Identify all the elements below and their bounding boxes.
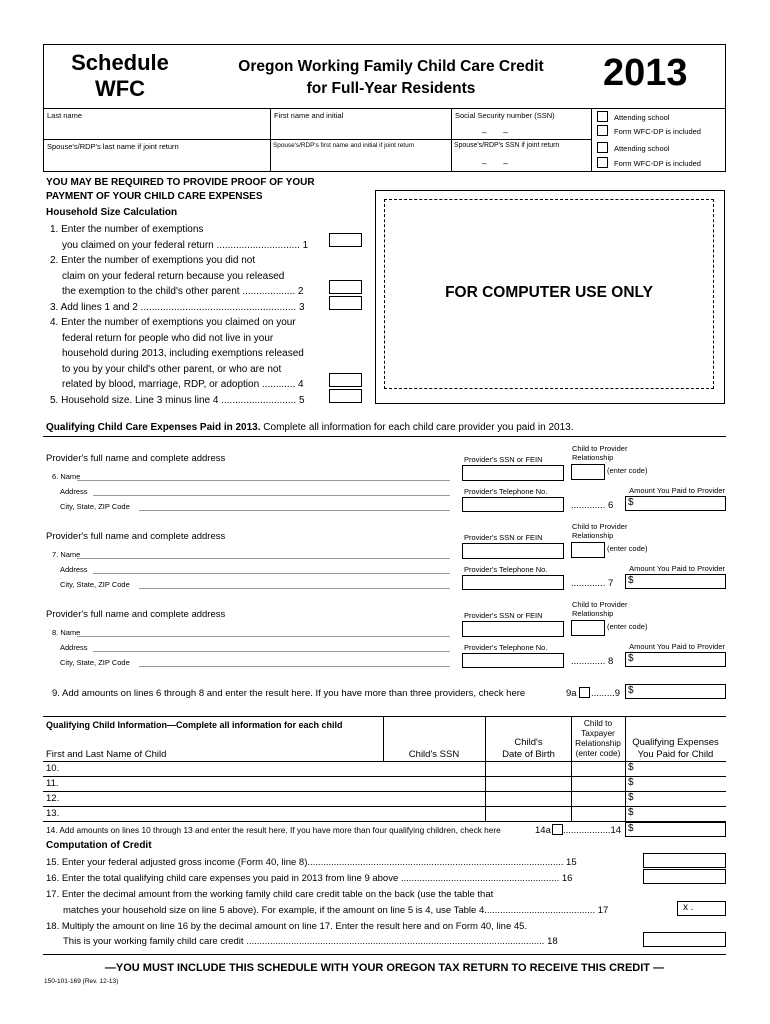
provider-amount-box[interactable] bbox=[625, 574, 726, 589]
household-line5: 5. Household size. Line 3 minus line 4 ........................... 5 bbox=[50, 394, 305, 406]
col-exp-line1: Qualifying Expenses bbox=[632, 737, 719, 748]
provider-ssn-label: Provider's SSN or FEIN bbox=[464, 611, 543, 620]
grid-line bbox=[451, 108, 452, 171]
col-child-dob bbox=[486, 737, 571, 761]
provider-enter-code: (enter code) bbox=[607, 622, 648, 631]
proof-notice bbox=[46, 176, 315, 204]
provider-ssn-label: Provider's SSN or FEIN bbox=[464, 533, 543, 542]
provider-ssn-label: Provider's SSN or FEIN bbox=[464, 455, 543, 464]
col-rel-line1: Child to bbox=[583, 718, 613, 728]
provider-amount-box[interactable] bbox=[625, 496, 726, 511]
household-line4d: to you by your child's other parent, or who are not bbox=[62, 363, 282, 375]
provider-ssn-input[interactable] bbox=[462, 543, 564, 559]
child-name-input[interactable] bbox=[64, 807, 380, 820]
spouse-form-wfcdp-label: Form WFC-DP is included bbox=[614, 159, 701, 168]
provider-address-label: Address bbox=[60, 487, 88, 496]
line17-prefix: x . bbox=[683, 902, 694, 913]
col-child-name: First and Last Name of Child bbox=[46, 749, 167, 760]
first-name-label: First name and initial bbox=[274, 111, 344, 120]
table-col-line bbox=[383, 716, 384, 761]
proof-line1: YOU MAY BE REQUIRED TO PROVIDE PROOF OF YOUR bbox=[46, 177, 315, 188]
provider-relationship-label2: Relationship bbox=[572, 453, 614, 462]
provider-address-label: Address bbox=[60, 565, 88, 574]
schedule-line2: WFC bbox=[94, 76, 146, 101]
provider-amount-label: Amount You Paid to Provider bbox=[629, 564, 725, 573]
provider-full-name-label: Provider's full name and complete address bbox=[46, 609, 226, 620]
line9-text: 9. Add amounts on lines 6 through 8 and enter the result here. If you have more than three providers, check here bbox=[52, 688, 526, 699]
provider-city-line bbox=[139, 588, 450, 589]
child-expense-dollar: $ bbox=[628, 792, 634, 803]
spouse-ssn-label: Spouse's/RDP's SSN if joint return bbox=[454, 142, 560, 149]
provider-ssn-input[interactable] bbox=[462, 465, 564, 481]
table-col-line bbox=[625, 716, 626, 837]
provider-phone-label: Provider's Telephone No. bbox=[464, 565, 548, 574]
col-rel-line2: Taxpayer bbox=[581, 728, 615, 738]
attending-school-checkbox[interactable] bbox=[597, 111, 608, 122]
line17a-text: 17. Enter the decimal amount from the working family child care credit table on the back (use the table that bbox=[46, 889, 494, 900]
providers-heading-rest: Complete all information for each child care provider you paid in 2013. bbox=[260, 422, 574, 433]
child-row-number: 10. bbox=[46, 763, 60, 774]
line9a-checkbox[interactable] bbox=[579, 687, 590, 698]
form-wfcdp-checkbox[interactable] bbox=[597, 125, 608, 136]
spouse-attending-school-checkbox[interactable] bbox=[597, 142, 608, 153]
line14-amount-box[interactable] bbox=[625, 822, 726, 837]
line14a-checkbox[interactable] bbox=[552, 824, 563, 835]
table-col-line bbox=[571, 716, 572, 821]
provider-relationship-label2: Relationship bbox=[572, 609, 614, 618]
grid-line bbox=[43, 108, 726, 109]
table-header-rule bbox=[43, 761, 726, 762]
line3-input[interactable] bbox=[329, 296, 362, 310]
provider-phone-label: Provider's Telephone No. bbox=[464, 643, 548, 652]
schedule-line1: Schedule bbox=[71, 50, 169, 75]
child-expense-dollar: $ bbox=[628, 762, 634, 773]
household-line4c: household during 2013, including exemptions released bbox=[62, 348, 304, 359]
spouse-attending-school-label: Attending school bbox=[614, 144, 670, 153]
provider-city-label: City, State, ZIP Code bbox=[60, 502, 130, 511]
provider-relationship-label1: Child to Provider bbox=[572, 600, 628, 609]
form-title bbox=[196, 56, 586, 100]
household-line3: 3. Add lines 1 and 2 ........................................................ 3 bbox=[50, 301, 305, 313]
line4-input[interactable] bbox=[329, 373, 362, 387]
col-rel-line3: Relationship bbox=[575, 738, 621, 748]
line14-ref: ..................14 bbox=[563, 825, 622, 836]
provider-dollar: $ bbox=[628, 575, 634, 586]
provider-city-label: City, State, ZIP Code bbox=[60, 658, 130, 667]
col-child-expenses bbox=[625, 737, 726, 761]
col-child-relationship bbox=[571, 718, 625, 758]
provider-address-label: Address bbox=[60, 643, 88, 652]
ssn-label: Social Security number (SSN) bbox=[455, 111, 555, 120]
col-rel-line4: (enter code) bbox=[575, 748, 621, 758]
provider-relationship-label2: Relationship bbox=[572, 531, 614, 540]
provider-name-label: 6. Name bbox=[52, 472, 81, 481]
provider-relationship-label1: Child to Provider bbox=[572, 444, 628, 453]
spouse-first-name-label: Spouse's/RDP's first name and initial if joint return bbox=[273, 142, 415, 149]
must-include-notice: —YOU MUST INCLUDE THIS SCHEDULE WITH YOUR OREGON TAX RETURN TO RECEIVE THIS CREDIT — bbox=[104, 962, 665, 974]
provider-name-label: 8. Name bbox=[52, 628, 81, 637]
provider-phone-input[interactable] bbox=[462, 653, 564, 668]
child-row-number: 11. bbox=[46, 778, 59, 789]
proof-line2: PAYMENT OF YOUR CHILD CARE EXPENSES bbox=[46, 191, 263, 202]
form-number: 150-101-169 (Rev. 12-13) bbox=[44, 978, 119, 985]
child-name-input[interactable] bbox=[64, 762, 380, 775]
household-line2a: 2. Enter the number of exemptions you did not bbox=[50, 255, 256, 266]
line18-input[interactable] bbox=[643, 932, 726, 947]
provider-name-line bbox=[77, 558, 450, 559]
provider-amount-label: Amount You Paid to Provider bbox=[629, 642, 725, 651]
schedule-title bbox=[50, 50, 190, 102]
provider-address-line bbox=[93, 651, 450, 652]
attending-school-label: Attending school bbox=[614, 113, 670, 122]
household-line2c: the exemption to the child's other parent ................... 2 bbox=[62, 286, 304, 297]
household-lines bbox=[50, 222, 332, 408]
line18b-text: This is your working family child care credit ................................................................................................................. 18 bbox=[63, 936, 558, 947]
form-wfcdp-label: Form WFC-DP is included bbox=[614, 127, 701, 136]
col-child-dob-line2: Date of Birth bbox=[502, 749, 555, 760]
line2-input[interactable] bbox=[329, 280, 362, 294]
provider-relationship-input[interactable] bbox=[571, 464, 605, 480]
child-row-number: 12. bbox=[46, 793, 60, 804]
household-line2b: claim on your federal return because you released bbox=[62, 270, 285, 282]
provider-line-ref: ............. 6 bbox=[571, 500, 614, 511]
provider-dollar: $ bbox=[628, 653, 634, 664]
grid-line bbox=[270, 108, 271, 171]
provider-relationship-input[interactable] bbox=[571, 620, 605, 636]
household-line4b: federal return for people who did not live in your bbox=[62, 332, 274, 344]
child-row-number: 13. bbox=[46, 808, 60, 819]
line9-amount-box[interactable] bbox=[625, 684, 726, 699]
grid-line bbox=[43, 139, 591, 140]
provider-city-line bbox=[139, 510, 450, 511]
provider-amount-box[interactable] bbox=[625, 652, 726, 667]
household-line4a: 4. Enter the number of exemptions you claimed on your bbox=[50, 317, 296, 328]
children-top-rule bbox=[43, 716, 726, 717]
provider-name-line bbox=[77, 480, 450, 481]
provider-address-line bbox=[93, 495, 450, 496]
child-name-input[interactable] bbox=[64, 777, 380, 790]
col-child-dob-line1: Child's bbox=[514, 737, 543, 748]
grid-line bbox=[591, 108, 592, 171]
providers-heading-bold: Qualifying Child Care Expenses Paid in 2013. bbox=[46, 422, 261, 433]
provider-address-line bbox=[93, 573, 450, 574]
col-exp-line2: You Paid for Child bbox=[637, 749, 714, 760]
table-col-line bbox=[485, 716, 486, 821]
children-heading: Qualifying Child Information—Complete all information for each child bbox=[46, 720, 343, 730]
line17b-text: matches your household size on line 5 above). For example, if the amount on line 5 is 4, use Table 4.......................................... 17 bbox=[63, 905, 609, 916]
provider-name-line bbox=[77, 636, 450, 637]
computer-use-label: FOR COMPUTER USE ONLY bbox=[445, 284, 653, 301]
provider-enter-code: (enter code) bbox=[607, 466, 648, 475]
household-line4e: related by blood, marriage, RDP, or adoption ............ 4 bbox=[62, 379, 304, 390]
line15-input[interactable] bbox=[643, 853, 726, 868]
line9a-label: 9a bbox=[566, 688, 577, 699]
spouse-last-name-input[interactable] bbox=[46, 152, 266, 168]
footer-rule bbox=[43, 954, 726, 955]
provider-relationship-input[interactable] bbox=[571, 542, 605, 558]
line14a-label: 14a bbox=[535, 825, 551, 836]
last-name-input[interactable] bbox=[46, 121, 266, 137]
spouse-last-name-label: Spouse's/RDP's last name if joint return bbox=[47, 142, 179, 151]
line1-input[interactable] bbox=[329, 233, 362, 247]
line15-text: 15. Enter your federal adjusted gross income (Form 40, line 8)................................................................................................. 15 bbox=[46, 857, 577, 868]
providers-top-rule bbox=[43, 436, 726, 437]
spouse-form-wfcdp-checkbox[interactable] bbox=[597, 157, 608, 168]
line9-dollar: $ bbox=[628, 685, 634, 696]
form-year: 2013 bbox=[603, 52, 688, 94]
provider-city-line bbox=[139, 666, 450, 667]
line18a-text: 18. Multiply the amount on line 16 by the decimal amount on line 17. Enter the result here and on Form 40, line 45. bbox=[46, 921, 528, 932]
provider-full-name-label: Provider's full name and complete address bbox=[46, 531, 226, 542]
line16-input[interactable] bbox=[643, 869, 726, 884]
provider-phone-input[interactable] bbox=[462, 575, 564, 590]
child-expense-dollar: $ bbox=[628, 807, 634, 818]
col-child-ssn: Child's SSN bbox=[408, 749, 460, 760]
first-name-input[interactable] bbox=[273, 121, 447, 137]
household-heading: Household Size Calculation bbox=[46, 207, 178, 218]
last-name-label: Last name bbox=[47, 111, 83, 120]
provider-line-ref: ............. 8 bbox=[571, 656, 614, 667]
provider-city-label: City, State, ZIP Code bbox=[60, 580, 130, 589]
provider-amount-label: Amount You Paid to Provider bbox=[629, 486, 725, 495]
line5-input[interactable] bbox=[329, 389, 362, 403]
ssn-mask: – – bbox=[482, 127, 508, 137]
computation-heading: Computation of Credit bbox=[46, 840, 152, 851]
spouse-ssn-mask: – – bbox=[482, 158, 508, 168]
provider-phone-input[interactable] bbox=[462, 497, 564, 512]
line16-text: 16. Enter the total qualifying child care expenses you paid in 2013 from line 9 above ............................................................ 16 bbox=[46, 873, 573, 884]
line9-ref: .........9 bbox=[591, 688, 621, 699]
child-name-input[interactable] bbox=[64, 792, 380, 805]
provider-relationship-label1: Child to Provider bbox=[572, 522, 628, 531]
household-line1b: you claimed on your federal return .............................. 1 bbox=[62, 239, 309, 251]
line14-dollar: $ bbox=[628, 823, 634, 834]
provider-line-ref: ............. 7 bbox=[571, 578, 614, 589]
line14-text: 14. Add amounts on lines 10 through 13 and enter the result here. If you have more than four qualifying children, check here bbox=[46, 825, 501, 835]
child-expense-dollar: $ bbox=[628, 777, 634, 788]
provider-phone-label: Provider's Telephone No. bbox=[464, 487, 548, 496]
providers-heading bbox=[46, 422, 573, 433]
provider-full-name-label: Provider's full name and complete address bbox=[46, 453, 226, 464]
provider-name-label: 7. Name bbox=[52, 550, 81, 559]
child-row-rule bbox=[43, 821, 726, 822]
grid-line bbox=[43, 171, 726, 172]
form-title-line2: for Full-Year Residents bbox=[306, 80, 476, 97]
provider-dollar: $ bbox=[628, 497, 634, 508]
household-line1a: 1. Enter the number of exemptions bbox=[50, 224, 204, 235]
provider-ssn-input[interactable] bbox=[462, 621, 564, 637]
form-title-line1: Oregon Working Family Child Care Credit bbox=[238, 58, 544, 75]
spouse-first-name-input[interactable] bbox=[273, 152, 447, 168]
provider-enter-code: (enter code) bbox=[607, 544, 648, 553]
